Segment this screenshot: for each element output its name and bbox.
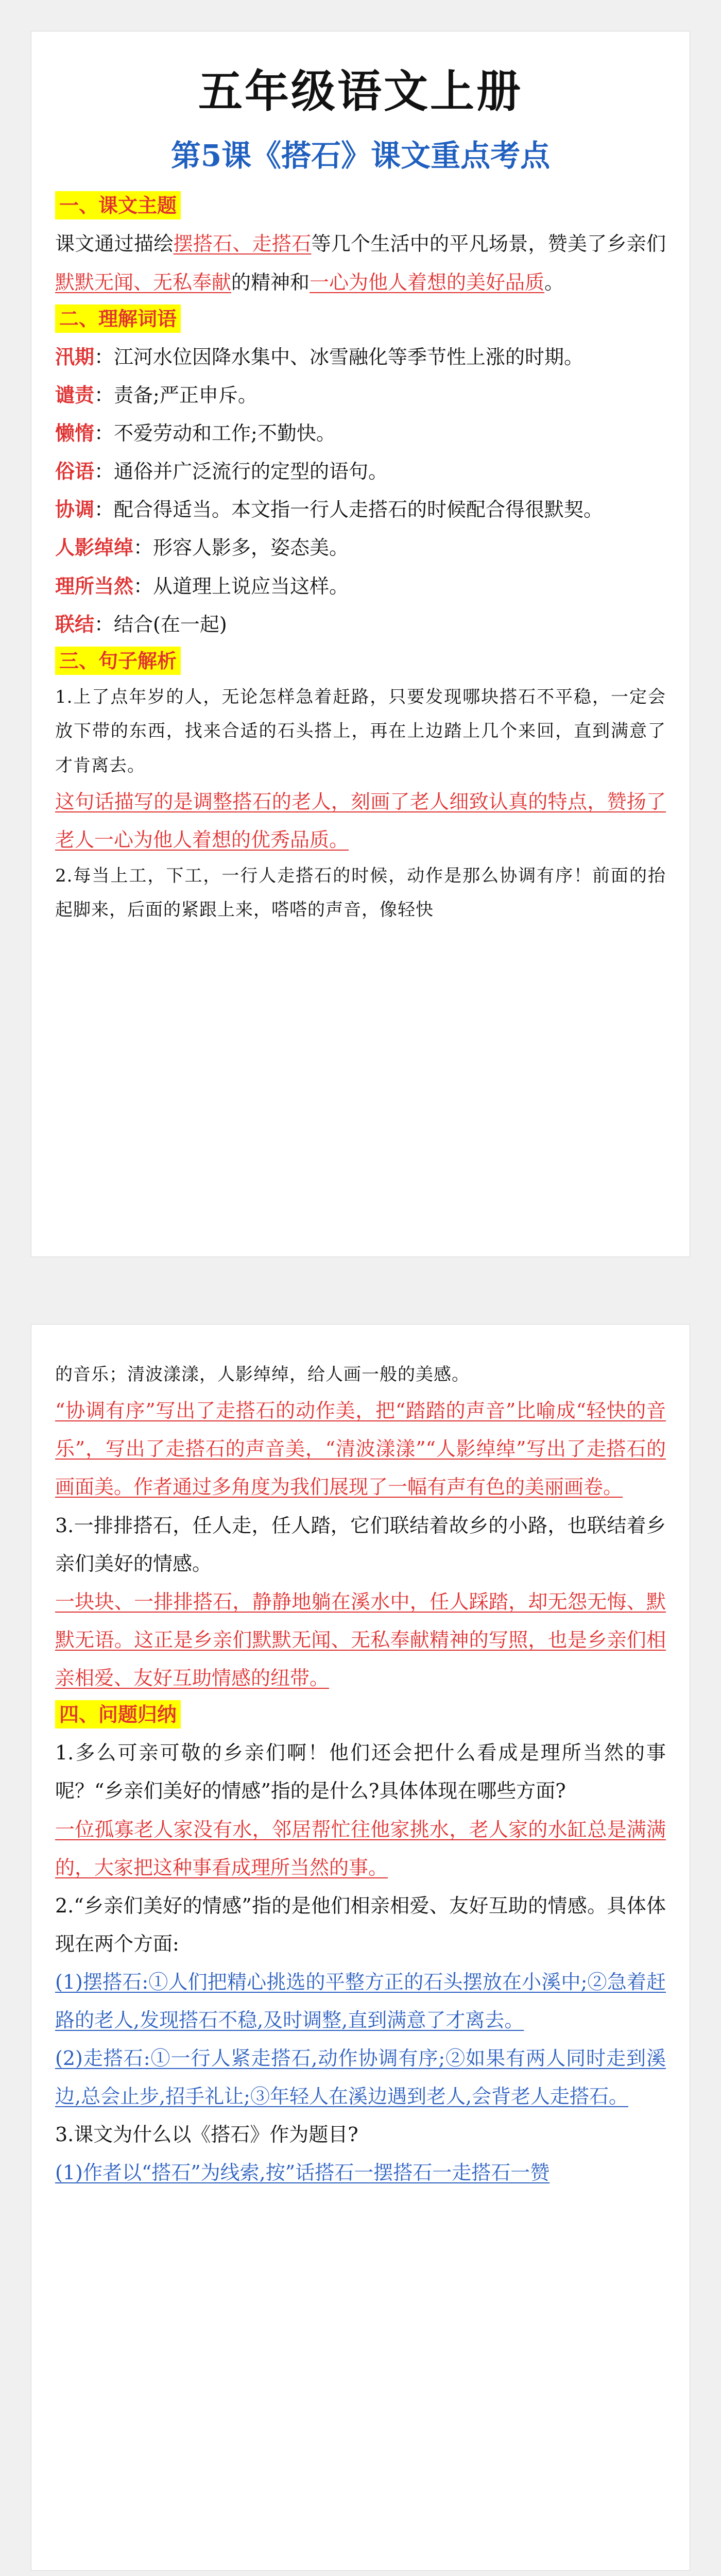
- vocab-term: 懒惰: [55, 421, 95, 445]
- sentence-1-analysis: [55, 783, 666, 859]
- vocab-definition: ：不爱劳动和工作;不勤快。: [94, 422, 336, 445]
- vocab-term: 协调: [55, 498, 95, 521]
- section-heading-theme: 一、课文主题: [55, 191, 181, 219]
- section-heading-sentences: 三、句子解析: [55, 647, 181, 675]
- question-1: 1.多么可亲可敬的乡亲们啊！他们还会把什么看成是理所当然的事呢？“乡亲们美好的情感”指的是什么?具体体现在哪些方面?: [55, 1741, 666, 1803]
- theme-text-3: 的精神和: [231, 270, 310, 294]
- sentence-2-analysis: [55, 1392, 666, 1506]
- section-heading-vocabulary: 二、理解词语: [55, 304, 181, 333]
- question-3-answer-part-1: [55, 2154, 666, 2192]
- question-2: 2.“乡亲们美好的情感”指的是他们相亲相爱、友好互助的情感。具体体现在两个方面:: [55, 1894, 666, 1955]
- theme-text-2: 等几个生活中的平凡场景，赞美了乡亲们: [311, 232, 666, 256]
- sentence-2-analysis-text: “协调有序”写出了走搭石的动作美，把“踏踏的声音”比喻成“轻快的音乐”，写出了走搭石的声音美，“清波漾漾”“人影绰绰”写出了走搭石的画面美。作者通过多角度为我们展现了一幅有声有色的美丽画卷。: [55, 1399, 666, 1499]
- theme-highlight-1: 摆搭石、走搭石: [173, 232, 312, 256]
- sentence-3-analysis: [55, 1583, 666, 1697]
- question-2-answer-2: [55, 2039, 666, 2115]
- vocab-definition: ：通俗并广泛流行的定型的语句。: [94, 460, 388, 483]
- vocab-item: [55, 452, 666, 490]
- theme-text-4: 。: [544, 270, 564, 294]
- sentence-1: 1.上了点年岁的人，无论怎样急着赶路，只要发现哪块搭石不平稳，一定会放下带的东西，找来合适的石头搭上，再在上边踏上几个来回，直到满意了才肯离去。: [55, 687, 666, 776]
- vocab-item: [55, 338, 666, 376]
- theme-highlight-3: 一心为他人着想的美好品质: [310, 270, 545, 294]
- sentence-2-part-2: 的音乐；清波漾漾，人影绰绰，给人画一般的美感。: [55, 1364, 470, 1385]
- vocab-term: 汛期: [55, 345, 95, 368]
- vocab-item: [55, 414, 666, 452]
- vocab-item: [55, 567, 666, 605]
- section-heading-questions: 四、问题归纳: [55, 1700, 181, 1728]
- vocab-definition: ：结合(在一起): [94, 613, 227, 636]
- question-3-answer-part-1-text: (1)作者以“搭石”为线索,按”话搭石一摆搭石一走搭石一赞: [55, 2161, 550, 2184]
- sentence-2-part-1: 2.每当上工，下工，一行人走搭石的时候，动作是那么协调有序！前面的抬起脚来，后面的紧跟上来，嗒嗒的声音，像轻快: [55, 866, 666, 921]
- lesson-subtitle: 第5课《搭石》课文重点考点: [170, 138, 551, 173]
- question-3: 3.课文为什么以《搭石》作为题目?: [55, 2123, 358, 2146]
- sentence-3: 3.一排排搭石，任人走，任人踏，它们联结着故乡的小路，也联结着乡亲们美好的情感。: [55, 1514, 666, 1575]
- vocab-definition: ：责备;严正申斥。: [94, 384, 258, 407]
- vocab-term: 谴责: [55, 383, 95, 407]
- page-1: [31, 31, 690, 1257]
- document-title: 五年级语文上册: [198, 65, 523, 117]
- vocab-term: 联结: [55, 612, 95, 636]
- vocab-definition: ：配合得适当。本文指一行人走搭石的时候配合得很默契。: [94, 498, 604, 521]
- vocab-term: 人影绰绰: [55, 536, 134, 560]
- theme-text-1: 课文通过描绘: [55, 232, 174, 256]
- question-2-answer-1: [55, 1963, 666, 2039]
- vocab-term: 理所当然: [55, 574, 134, 598]
- vocab-item: [55, 376, 666, 414]
- vocab-definition: ：江河水位因降水集中、冰雪融化等季节性上涨的时期。: [94, 345, 584, 368]
- vocab-item: [55, 529, 666, 567]
- vocab-definition: ：形容人影多，姿态美。: [133, 536, 349, 560]
- page-2: [31, 1324, 690, 2571]
- question-2-answer-2-text: (2)走搭石:①一行人紧走搭石,动作协调有序;②如果有两人同时走到溪边,总会止步,招手礼让;③年轻人在溪边遇到老人,会背老人走搭石。: [55, 2047, 666, 2108]
- vocab-term: 俗语: [55, 460, 95, 483]
- vocab-item: [55, 605, 666, 643]
- vocab-item: [55, 490, 666, 529]
- theme-paragraph: [55, 225, 666, 301]
- sentence-3-analysis-text: 一块块、一排排搭石，静静地躺在溪水中，任人踩踏，却无怨无悔、默默无语。这正是乡亲们默默无闻、无私奉献精神的写照，也是乡亲们相亲相爱、友好互助情感的纽带。: [55, 1590, 666, 1689]
- question-1-answer: [55, 1810, 666, 1887]
- vocab-definition: ：从道理上说应当这样。: [133, 574, 349, 598]
- question-2-answer-1-text: (1)摆搭石:①人们把精心挑选的平整方正的石头摆放在小溪中;②急着赶路的老人,发现搭石不稳,及时调整,直到满意了才离去。: [55, 1970, 666, 2031]
- theme-highlight-2: 默默无闻、无私奉献: [55, 270, 232, 294]
- question-1-answer-text: 一位孤寡老人家没有水，邻居帮忙往他家挑水，老人家的水缸总是满满的，大家把这种事看成理所当然的事。: [55, 1818, 666, 1879]
- sentence-1-analysis-text: 这句话描写的是调整搭石的老人，刻画了老人细致认真的特点，赞扬了老人一心为他人着想的优秀品质。: [55, 790, 666, 851]
